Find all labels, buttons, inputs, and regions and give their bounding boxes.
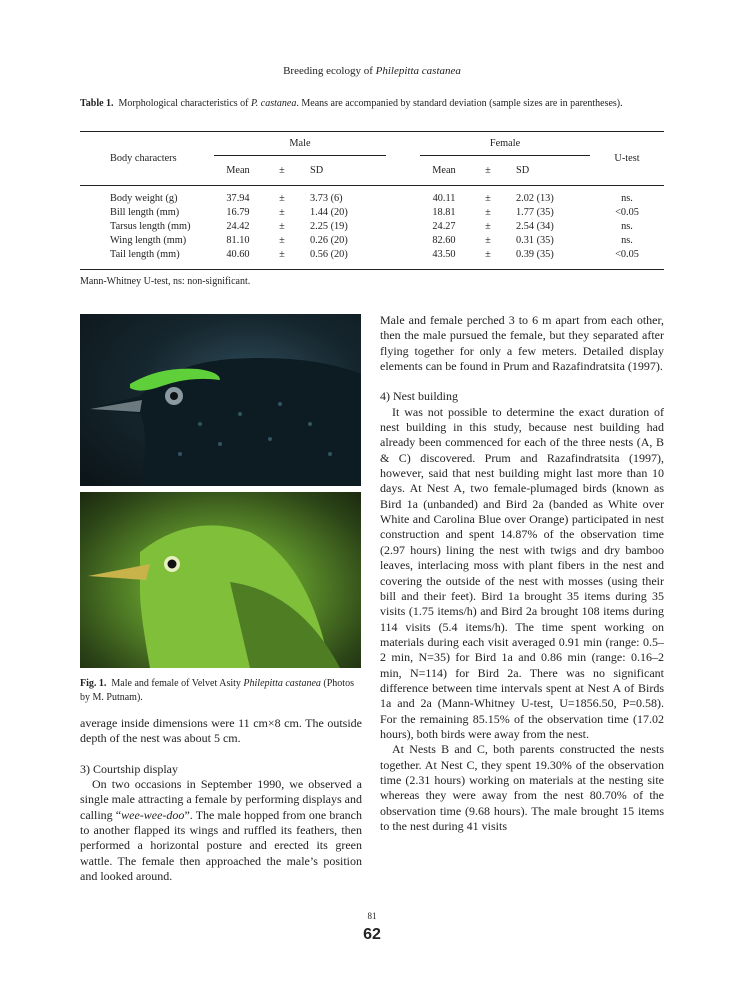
female-sd: 0.31 (35) <box>516 234 554 246</box>
plus-minus: ± <box>279 206 285 218</box>
male-sd: 3.73 (6) <box>310 192 343 204</box>
plus-minus: ± <box>485 206 491 218</box>
female-bird-illustration <box>80 492 361 668</box>
utest-value: <0.05 <box>615 206 639 218</box>
morphology-table <box>80 131 664 270</box>
header-sd: SD <box>310 164 324 176</box>
male-mean: 16.79 <box>226 206 250 218</box>
utest-value: <0.05 <box>615 248 639 260</box>
header-body-characters: Body characters <box>110 152 177 164</box>
paragraph: Male and female perched 3 to 6 m apart from each other, then the male pursued the female, but they separated after flying together for only a few meters. Detailed display elements can be found in Prum and Razafindratsita (1997). <box>380 313 664 374</box>
figure-caption <box>80 677 362 705</box>
plus-minus: ± <box>485 234 491 246</box>
utest-value: ns. <box>621 220 633 232</box>
female-mean: 40.11 <box>432 192 456 204</box>
male-mean: 40.60 <box>226 248 250 260</box>
plus-minus: ± <box>279 248 285 260</box>
female-sd: 2.54 (34) <box>516 220 554 232</box>
plus-minus: ± <box>279 234 285 246</box>
section-heading-nest-building: 4) Nest building <box>380 389 458 404</box>
caption-species: Philepitta castanea <box>243 678 321 689</box>
header-utest: U-test <box>614 152 640 164</box>
row-name: Wing length (mm) <box>110 234 187 246</box>
running-head-species: Philepitta castanea <box>375 65 461 77</box>
male-mean: 81.10 <box>226 234 250 246</box>
male-bird-illustration <box>80 314 361 486</box>
female-sd: 0.39 (35) <box>516 248 554 260</box>
call-text: wee-wee-doo <box>121 807 185 822</box>
row-name: Tail length (mm) <box>110 248 180 260</box>
header-mean: Mean <box>226 164 250 176</box>
header-female: Female <box>420 132 590 156</box>
female-mean: 43.50 <box>432 248 456 260</box>
photo-female-bird <box>80 492 361 668</box>
running-head <box>0 65 744 77</box>
table-row <box>80 206 664 220</box>
header-sd: SD <box>516 164 530 176</box>
figure-label: Fig. 1. <box>80 678 107 689</box>
right-column <box>380 313 664 834</box>
paragraph: average inside dimensions were 11 cm×8 cm. The outside depth of the nest was about 5 cm. <box>80 716 362 746</box>
male-mean: 24.42 <box>226 220 250 232</box>
female-sd: 1.77 (35) <box>516 206 554 218</box>
caption-text: (Photos by M. Putnam). <box>80 678 354 703</box>
plus-minus: ± <box>485 192 491 204</box>
male-sd: 0.56 (20) <box>310 248 348 260</box>
paragraph: It was not possible to determine the exact duration of nest building in this study, because nest building had already been commenced for each of the three nests (A, B & C) discovered. Prum and Razafindratsita (1997), however, said that nest building might last more than 10 days. At Nest A, two female-plumaged birds (known as Bird 1a (unbanded) and Bird 2a (banded as White over White and Carolina Blue over Orange) participated in nest construction and spent 14.87% of the observation time (2.97 hours) lining the nest with twigs and dry bamboo leaves, interlacing moss with plant fibers in the nest and covering the outside of the nest with mosses (using their bill and their feet). Bird 1a brought 35 items during 35 visits (1.75 items/h) and Bird 2a brought 108 items during 114 visits (5.4 items/h). The time spent working on materials during each visit averaged 0.91 min (range: 0.5–2 min, N=35) for Bird 1a and 0.86 min (range: 0.16–2 min, N=114) for Bird 2a. There was no significant difference between time intervals spent at Nest A of Birds 1a and 2a (Mann-Whitney U-test, U=1856.50, P=0.58). For the remaining 85.15% of the observation time (17.02 hours), both birds were away from the nest. <box>380 404 664 741</box>
photo-male-bird <box>80 314 361 486</box>
male-sd: 1.44 (20) <box>310 206 348 218</box>
header-pm: ± <box>279 164 285 176</box>
table-row <box>80 248 664 262</box>
plus-minus: ± <box>279 192 285 204</box>
utest-value: ns. <box>621 192 633 204</box>
table-row <box>80 234 664 248</box>
stamped-page-number: 62 <box>363 926 381 943</box>
male-sd: 2.25 (19) <box>310 220 348 232</box>
section-heading-courtship: 3) Courtship display <box>80 761 178 776</box>
running-head-text: Breeding ecology of <box>283 65 376 77</box>
caption-text: Male and female of Velvet Asity <box>111 678 244 689</box>
table-caption <box>80 97 664 111</box>
row-name: Tarsus length (mm) <box>110 220 191 232</box>
male-sd: 0.26 (20) <box>310 234 348 246</box>
female-mean: 18.81 <box>432 206 456 218</box>
male-mean: 37.94 <box>226 192 250 204</box>
header-pm: ± <box>485 164 491 176</box>
plus-minus: ± <box>279 220 285 232</box>
paragraph-text: ”. The male hopped from one branch to another flapped its wings and ruffled its feathers, then performed a horizontal posture and erected its green wattle. The female then approached the male’s position and looked around. <box>80 807 362 884</box>
female-mean: 24.27 <box>432 220 456 232</box>
table-row <box>80 220 664 234</box>
plus-minus: ± <box>485 248 491 260</box>
header-mean: Mean <box>432 164 456 176</box>
table-label: Table 1. <box>80 98 114 109</box>
paragraph: At Nests B and C, both parents constructed the nests together. At Nest C, they spent 19.30% of the observation time (2.31 hours) working on materials at the nesting site whereas they were away from the nest 80.70% of the observation time (9.68 hours). The male brought 15 items to the nest during 41 visits <box>380 742 664 833</box>
caption-species: P. castanea <box>250 98 297 109</box>
journal-page-number: 81 <box>367 911 377 921</box>
row-name: Body weight (g) <box>110 192 178 204</box>
row-name: Bill length (mm) <box>110 206 180 218</box>
left-column <box>80 716 362 884</box>
plus-minus: ± <box>485 220 491 232</box>
header-male: Male <box>214 132 386 156</box>
table-footnote: Mann-Whitney U-test, ns: non-significant. <box>80 276 251 287</box>
utest-value: ns. <box>621 234 633 246</box>
paragraph-text: On two occasions in September 1990, we observed a single male attracting a female by performing displays and calling “ <box>80 777 362 822</box>
caption-text: Morphological characteristics of <box>118 98 251 109</box>
female-mean: 82.60 <box>432 234 456 246</box>
table-row <box>80 192 664 206</box>
female-sd: 2.02 (13) <box>516 192 554 204</box>
caption-text: . Means are accompanied by standard deviation (sample sizes are in parentheses). <box>296 98 623 109</box>
paragraph <box>80 777 362 884</box>
